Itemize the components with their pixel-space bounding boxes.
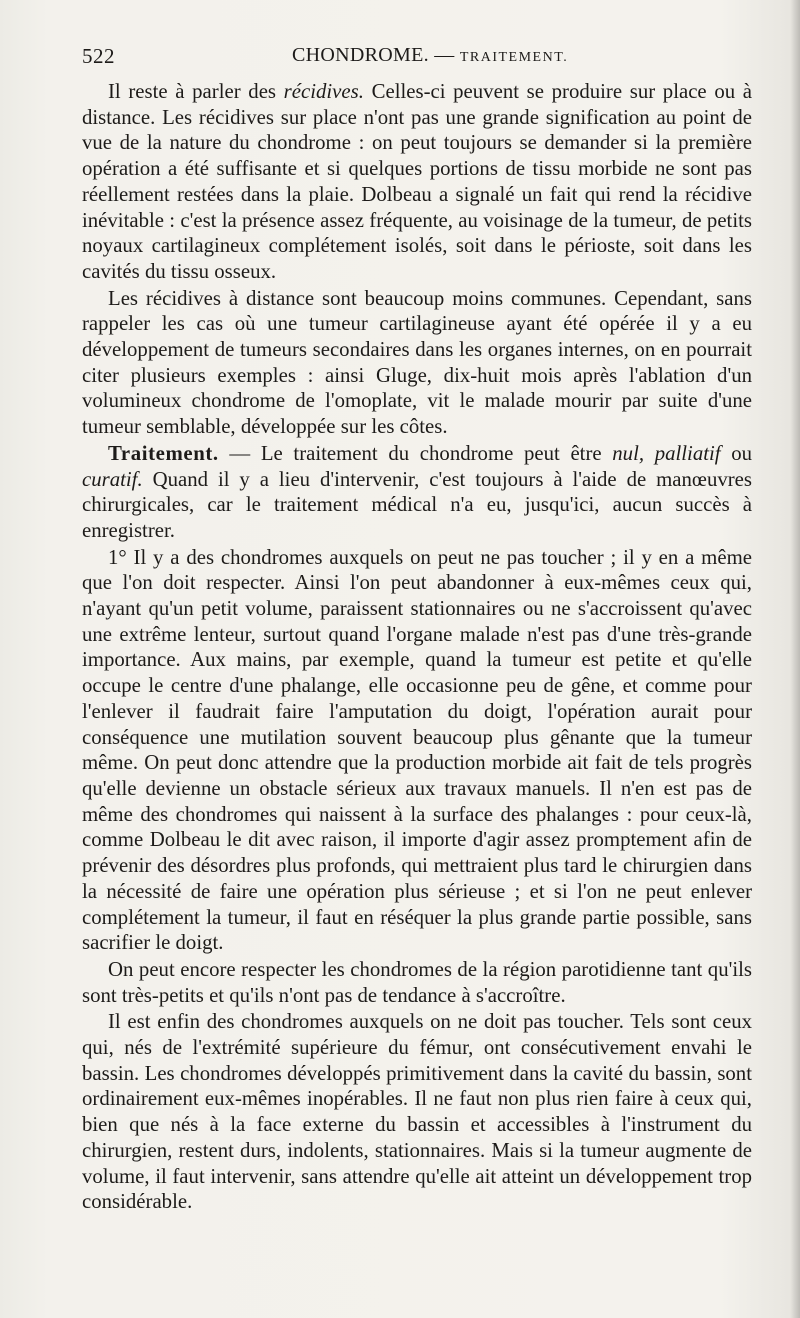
paragraph (82, 957, 752, 1008)
running-head-dash: — (428, 44, 460, 66)
text-run: Il est enfin des chondromes auxquels on ne doit pas toucher. Tels sont ceux qui, nés de l'extrémité supérieure du fémur, ont consécutivement envahi le bassin. Les chondromes développés primitivement dans la cavité du bassin, sont ordinairement eux-mêmes inopérables. Il ne faut non plus rien faire à ceux qui, bien que nés à la face externe du bassin et accessibles à l'instrument du chirurgien, restent durs, indolents, stationnaires. Mais si la tumeur augmente de volume, il faut intervenir, sans attendre qu'elle ait atteint un développement trop considérable. (82, 1010, 752, 1214)
italic-term: nul, (612, 441, 645, 465)
section-heading: Traitement. (108, 441, 219, 465)
running-head (292, 44, 568, 67)
italic-term: récidives. (283, 80, 364, 103)
text-run: Quand il y a lieu d'intervenir, c'est toujours à l'aide de manœuvres chirurgicales, car le traitement médical n'a eu, jusqu'ici, aucun succès à enregistrer. (82, 467, 752, 542)
text-run: Celles-ci peuvent se produire sur place ou à distance. Les récidives sur place n'ont pas une grande signification au point de vue de la nature du chondrome : on peut toujours se demander si la première opération a été suffisante et si quelques portions de tissu morbide ne sont pas réellement restées dans la plaie. Dolbeau a signalé un fait qui rend la récidive inévitable : c'est la présence assez fréquente, au voisinage de la tumeur, de petits noyaux cartilagineux complétement isolés, soit dans le périoste, soit dans les cavités du tissu osseux. (82, 80, 752, 283)
page-header (82, 40, 752, 76)
text-run: 1° Il y a des chondromes auxquels on peut ne pas toucher ; il y en a même que l'on doit respecter. Ainsi l'on peut abandonner à eux-mêmes ceux qui, n'ayant qu'un petit volume, paraissent stationnaires ou ne s'accroissent qu'avec une extrême lenteur, surtout quand l'organe malade n'est pas d'une très-grande importance. Aux mains, par exemple, quand la tumeur est petite et qu'elle occupe le centre d'une phalange, elle occasionne peu de gêne, et comme pour l'enlever il faudrait faire l'amputation du doigt, l'opération aurait pour conséquence une mutilation souvent beaucoup plus gênante que la tumeur même. On peut donc attendre que la production morbide ait fait de tels progrès qu'elle devienne un obstacle sérieux aux travaux manuels. Il n'en est pas de même des chondromes qui naissent à la surface des phalanges : pour ceux-là, comme Dolbeau le dit avec raison, il importe d'agir assez promptement afin de prévenir des désordres plus profonds, qui mettraient plus tard le chirurgien dans la nécessité de faire une opération plus sérieuse ; et si l'on ne peut enlever complétement la tumeur, il faut en réséquer la plus grande partie possible, sans sacrifier le doigt. (82, 545, 752, 955)
text-run: Il reste à parler des (108, 80, 284, 103)
paragraph (82, 441, 752, 544)
running-head-section: TRAITEMENT. (459, 50, 569, 65)
text-run: ou (720, 441, 753, 465)
italic-term: palliatif (654, 441, 721, 465)
italic-term: curatif. (82, 467, 143, 491)
paragraph (82, 1009, 752, 1215)
text-run (644, 442, 655, 465)
paragraph (82, 545, 752, 956)
text-run: Les récidives à distance sont beaucoup moins communes. Cependant, sans rappeler les cas où une tumeur cartilagineuse ayant été opérée il y a eu développement de tumeurs secondaires dans les organes internes, on en pourrait citer plusieurs exemples : ainsi Gluge, dix-huit mois après l'ablation d'un volumineux chondrome de l'omoplate, vit le malade mourir par suite d'une tumeur semblable, développée sur les côtes. (82, 286, 752, 439)
paragraph (82, 79, 752, 285)
running-head-main: CHONDROME. (292, 44, 429, 66)
text-run: On peut encore respecter les chondromes de la région parotidienne tant qu'ils sont très-petits et qu'ils n'ont pas de tendance à s'accroître. (82, 957, 752, 1007)
page-edge-shadow (790, 0, 800, 1318)
page-number: 522 (82, 44, 115, 68)
paragraph (82, 286, 752, 440)
text-body (82, 79, 752, 1215)
text-run: — Le traitement du chondrome peut être (218, 441, 613, 465)
